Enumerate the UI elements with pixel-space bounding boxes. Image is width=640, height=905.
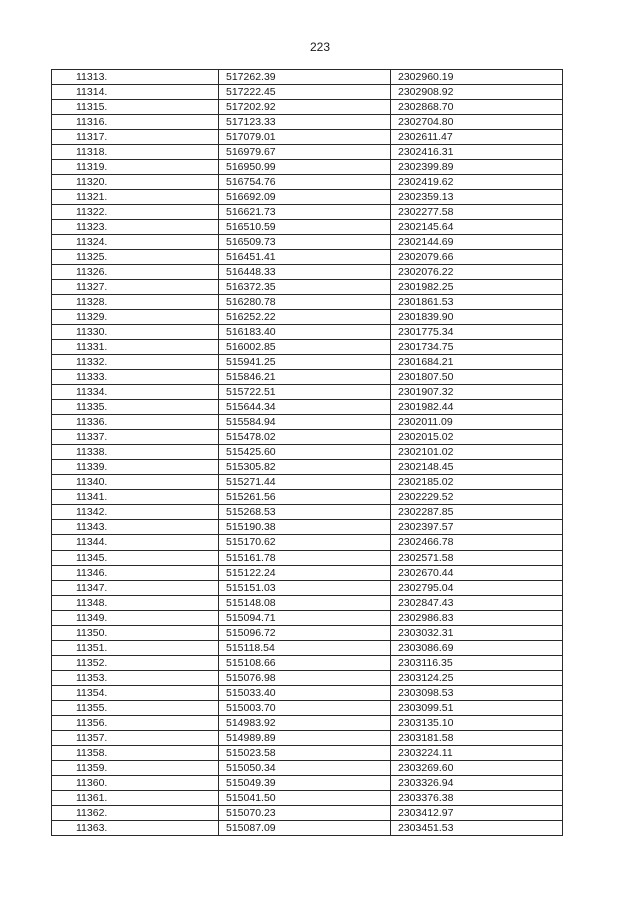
x-coordinate-cell: 515170.62 [219,535,391,550]
y-coordinate-cell: 2302908.92 [391,85,563,100]
point-number-cell: 11349. [52,610,219,625]
table-row [52,760,563,775]
table-row [52,175,563,190]
table-row [52,370,563,385]
x-coordinate-cell: 515425.60 [219,445,391,460]
point-number-cell: 11340. [52,475,219,490]
table-row [52,265,563,280]
point-number-cell: 11345. [52,550,219,565]
table-row [52,685,563,700]
table-row [52,520,563,535]
y-coordinate-cell: 2302571.58 [391,550,563,565]
y-coordinate-cell: 2303032.31 [391,625,563,640]
x-coordinate-cell: 514989.89 [219,730,391,745]
y-coordinate-cell: 2302419.62 [391,175,563,190]
point-number-cell: 11323. [52,220,219,235]
y-coordinate-cell: 2302704.80 [391,115,563,130]
x-coordinate-cell: 516372.35 [219,280,391,295]
y-coordinate-cell: 2302670.44 [391,565,563,580]
point-number-cell: 11354. [52,685,219,700]
table-row [52,775,563,790]
point-number-cell: 11330. [52,325,219,340]
y-coordinate-cell: 2302960.19 [391,70,563,85]
table-row [52,700,563,715]
table-row [52,160,563,175]
x-coordinate-cell: 515076.98 [219,670,391,685]
point-number-cell: 11351. [52,640,219,655]
point-number-cell: 11316. [52,115,219,130]
y-coordinate-cell: 2302847.43 [391,595,563,610]
point-number-cell: 11324. [52,235,219,250]
x-coordinate-cell: 516448.33 [219,265,391,280]
y-coordinate-cell: 2301775.34 [391,325,563,340]
table-row [52,580,563,595]
point-number-cell: 11337. [52,430,219,445]
table-row [52,640,563,655]
y-coordinate-cell: 2302868.70 [391,100,563,115]
point-number-cell: 11334. [52,385,219,400]
y-coordinate-cell: 2303098.53 [391,685,563,700]
table-row [52,100,563,115]
x-coordinate-cell: 515033.40 [219,685,391,700]
y-coordinate-cell: 2303086.69 [391,640,563,655]
y-coordinate-cell: 2303412.97 [391,805,563,820]
y-coordinate-cell: 2303269.60 [391,760,563,775]
y-coordinate-cell: 2302229.52 [391,490,563,505]
table-row [52,565,563,580]
point-number-cell: 11343. [52,520,219,535]
y-coordinate-cell: 2301839.90 [391,310,563,325]
point-number-cell: 11360. [52,775,219,790]
point-number-cell: 11336. [52,415,219,430]
table-row [52,340,563,355]
x-coordinate-cell: 515268.53 [219,505,391,520]
y-coordinate-cell: 2303135.10 [391,715,563,730]
table-row [52,295,563,310]
x-coordinate-cell: 515644.34 [219,400,391,415]
table-row [52,505,563,520]
x-coordinate-cell: 515478.02 [219,430,391,445]
x-coordinate-cell: 515070.23 [219,805,391,820]
point-number-cell: 11361. [52,790,219,805]
x-coordinate-cell: 516979.67 [219,145,391,160]
point-number-cell: 11327. [52,280,219,295]
x-coordinate-cell: 515003.70 [219,700,391,715]
point-number-cell: 11332. [52,355,219,370]
table-row [52,250,563,265]
x-coordinate-cell: 515122.24 [219,565,391,580]
y-coordinate-cell: 2303181.58 [391,730,563,745]
x-coordinate-cell: 515118.54 [219,640,391,655]
y-coordinate-cell: 2302145.64 [391,220,563,235]
x-coordinate-cell: 515584.94 [219,415,391,430]
table-row [52,415,563,430]
page-number: 223 [309,40,331,54]
point-number-cell: 11331. [52,340,219,355]
table-row [52,430,563,445]
x-coordinate-cell: 515722.51 [219,385,391,400]
table-row [52,730,563,745]
point-number-cell: 11358. [52,745,219,760]
table-row [52,115,563,130]
point-number-cell: 11317. [52,130,219,145]
y-coordinate-cell: 2302101.02 [391,445,563,460]
point-number-cell: 11357. [52,730,219,745]
table-row [52,790,563,805]
x-coordinate-cell: 517222.45 [219,85,391,100]
x-coordinate-cell: 516451.41 [219,250,391,265]
y-coordinate-cell: 2302416.31 [391,145,563,160]
table-row [52,820,563,835]
table-row [52,445,563,460]
point-number-cell: 11347. [52,580,219,595]
point-number-cell: 11335. [52,400,219,415]
y-coordinate-cell: 2302277.58 [391,205,563,220]
point-number-cell: 11339. [52,460,219,475]
x-coordinate-cell: 516002.85 [219,340,391,355]
y-coordinate-cell: 2302079.66 [391,250,563,265]
y-coordinate-cell: 2303224.11 [391,745,563,760]
x-coordinate-cell: 516252.22 [219,310,391,325]
table-row [52,355,563,370]
table-row [52,220,563,235]
point-number-cell: 11352. [52,655,219,670]
x-coordinate-cell: 515151.03 [219,580,391,595]
x-coordinate-cell: 515261.56 [219,490,391,505]
x-coordinate-cell: 515094.71 [219,610,391,625]
point-number-cell: 11314. [52,85,219,100]
x-coordinate-cell: 516510.59 [219,220,391,235]
point-number-cell: 11322. [52,205,219,220]
y-coordinate-cell: 2302011.09 [391,415,563,430]
y-coordinate-cell: 2301734.75 [391,340,563,355]
y-coordinate-cell: 2301807.50 [391,370,563,385]
point-number-cell: 11325. [52,250,219,265]
y-coordinate-cell: 2303116.35 [391,655,563,670]
y-coordinate-cell: 2302466.78 [391,535,563,550]
x-coordinate-cell: 515023.58 [219,745,391,760]
y-coordinate-cell: 2301982.44 [391,400,563,415]
point-number-cell: 11320. [52,175,219,190]
y-coordinate-cell: 2302611.47 [391,130,563,145]
x-coordinate-cell: 515161.78 [219,550,391,565]
y-coordinate-cell: 2303451.53 [391,820,563,835]
table-row [52,550,563,565]
x-coordinate-cell: 515108.66 [219,655,391,670]
y-coordinate-cell: 2302144.69 [391,235,563,250]
table-row [52,535,563,550]
y-coordinate-cell: 2301684.21 [391,355,563,370]
x-coordinate-cell: 515049.39 [219,775,391,790]
table-row [52,670,563,685]
y-coordinate-cell: 2301907.32 [391,385,563,400]
table-row [52,280,563,295]
table-row [52,235,563,250]
point-number-cell: 11328. [52,295,219,310]
y-coordinate-cell: 2302986.83 [391,610,563,625]
table-row [52,745,563,760]
x-coordinate-cell: 516950.99 [219,160,391,175]
table-row [52,85,563,100]
y-coordinate-cell: 2303326.94 [391,775,563,790]
x-coordinate-cell: 515041.50 [219,790,391,805]
x-coordinate-cell: 515271.44 [219,475,391,490]
y-coordinate-cell: 2303099.51 [391,700,563,715]
y-coordinate-cell: 2302015.02 [391,430,563,445]
y-coordinate-cell: 2302359.13 [391,190,563,205]
y-coordinate-cell: 2302795.04 [391,580,563,595]
table-row [52,595,563,610]
y-coordinate-cell: 2303376.38 [391,790,563,805]
point-number-cell: 11315. [52,100,219,115]
table-row [52,655,563,670]
point-number-cell: 11321. [52,190,219,205]
x-coordinate-cell: 515087.09 [219,820,391,835]
x-coordinate-cell: 514983.92 [219,715,391,730]
point-number-cell: 11359. [52,760,219,775]
y-coordinate-cell: 2302076.22 [391,265,563,280]
table-row [52,805,563,820]
table-row [52,130,563,145]
table-row [52,475,563,490]
x-coordinate-cell: 516509.73 [219,235,391,250]
point-number-cell: 11342. [52,505,219,520]
x-coordinate-cell: 516754.76 [219,175,391,190]
table-row [52,310,563,325]
x-coordinate-cell: 516280.78 [219,295,391,310]
y-coordinate-cell: 2301982.25 [391,280,563,295]
point-number-cell: 11338. [52,445,219,460]
x-coordinate-cell: 516692.09 [219,190,391,205]
table-row [52,460,563,475]
table-row [52,715,563,730]
point-number-cell: 11344. [52,535,219,550]
x-coordinate-cell: 515148.08 [219,595,391,610]
y-coordinate-cell: 2301861.53 [391,295,563,310]
point-number-cell: 11362. [52,805,219,820]
x-coordinate-cell: 517202.92 [219,100,391,115]
y-coordinate-cell: 2302185.02 [391,475,563,490]
x-coordinate-cell: 515846.21 [219,370,391,385]
x-coordinate-cell: 517079.01 [219,130,391,145]
point-number-cell: 11356. [52,715,219,730]
point-number-cell: 11333. [52,370,219,385]
point-number-cell: 11341. [52,490,219,505]
coordinates-table [51,69,563,836]
point-number-cell: 11329. [52,310,219,325]
table-row [52,325,563,340]
y-coordinate-cell: 2303124.25 [391,670,563,685]
y-coordinate-cell: 2302148.45 [391,460,563,475]
point-number-cell: 11350. [52,625,219,640]
table-row [52,610,563,625]
y-coordinate-cell: 2302287.85 [391,505,563,520]
x-coordinate-cell: 516183.40 [219,325,391,340]
point-number-cell: 11346. [52,565,219,580]
table-row [52,625,563,640]
table-row [52,490,563,505]
point-number-cell: 11353. [52,670,219,685]
x-coordinate-cell: 517262.39 [219,70,391,85]
point-number-cell: 11313. [52,70,219,85]
y-coordinate-cell: 2302399.89 [391,160,563,175]
x-coordinate-cell: 517123.33 [219,115,391,130]
table-row [52,385,563,400]
point-number-cell: 11326. [52,265,219,280]
table-row [52,400,563,415]
y-coordinate-cell: 2302397.57 [391,520,563,535]
x-coordinate-cell: 515190.38 [219,520,391,535]
table-row [52,190,563,205]
point-number-cell: 11319. [52,160,219,175]
point-number-cell: 11355. [52,700,219,715]
point-number-cell: 11348. [52,595,219,610]
table-row [52,205,563,220]
x-coordinate-cell: 516621.73 [219,205,391,220]
coordinates-table-body [52,70,563,836]
x-coordinate-cell: 515305.82 [219,460,391,475]
table-row [52,70,563,85]
x-coordinate-cell: 515050.34 [219,760,391,775]
point-number-cell: 11318. [52,145,219,160]
table-row [52,145,563,160]
point-number-cell: 11363. [52,820,219,835]
x-coordinate-cell: 515096.72 [219,625,391,640]
x-coordinate-cell: 515941.25 [219,355,391,370]
